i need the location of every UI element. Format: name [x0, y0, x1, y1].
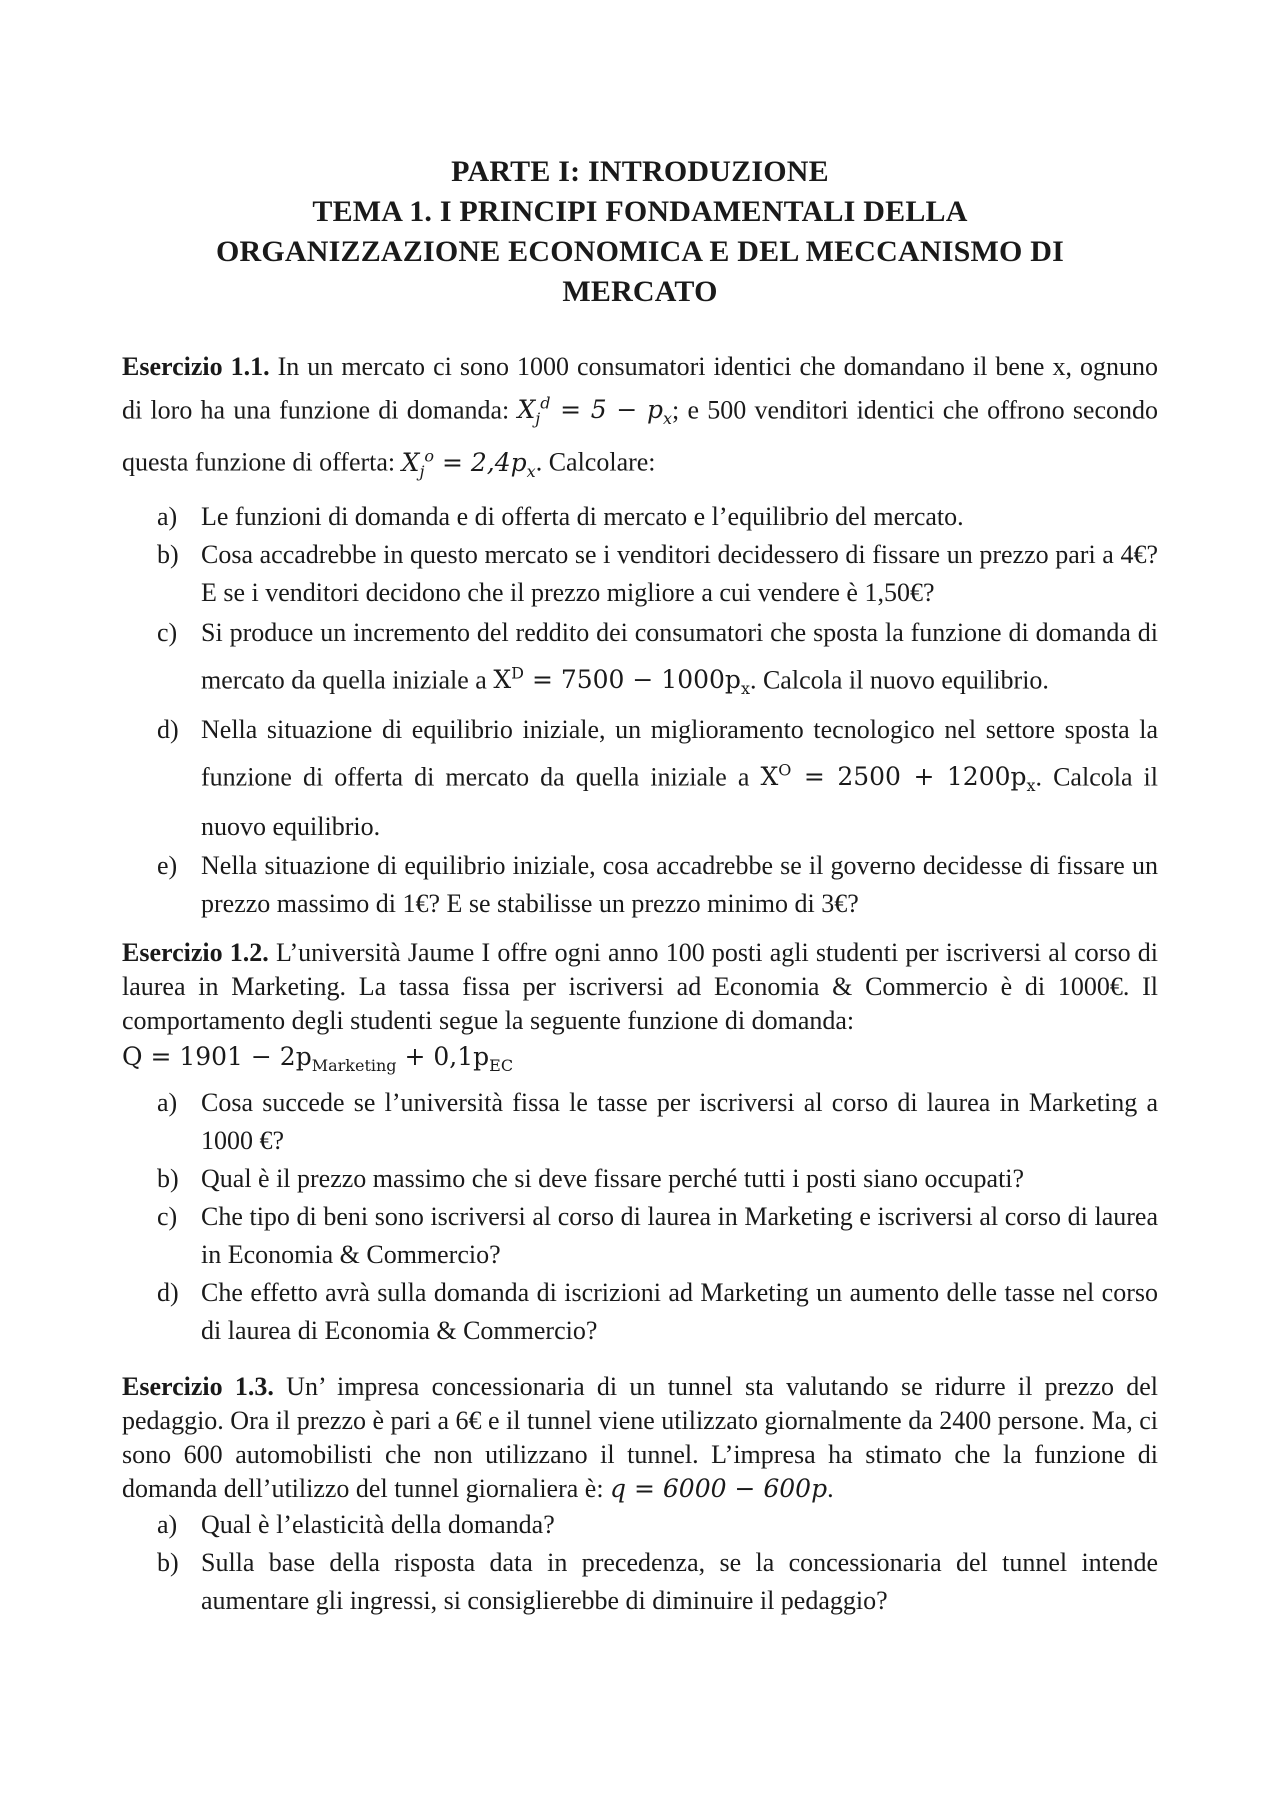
- enrollment-demand-equation: $Q = 1901 - 2p_{Marketing} + 0,1p_{EC}$: [122, 1042, 514, 1075]
- individual-supply-formula: $X_j^o = 2,4p_x$: [401, 446, 536, 481]
- market-demand-formula: $X^D = 7500 - 1000p_x$: [493, 663, 750, 698]
- heading-line-1: PARTE I: INTRODUZIONE: [451, 155, 829, 188]
- market-supply-formula: $X^O = 2500 + 1200p_x$: [760, 760, 1036, 796]
- list-item: c) Si produce un incremento del reddito dei consumatori che sposta la funzione di domanda di mercato da quella iniziale a $X^D = 7500 - 1000p_x$. Calcola il nuovo equilibrio.: [157, 617, 1158, 698]
- exercise-label: Esercizio 1.2.: [122, 938, 269, 967]
- list-item: b) Qual è il prezzo massimo che si deve fissare perché tutti i posti siano occupati?: [157, 1164, 1025, 1193]
- exercise-1-2-intro: Esercizio 1.2. L’università Jaume I offre ogni anno 100 posti agli studenti per iscriversi al corso di laurea in Marketing. La tassa fissa per iscriversi ad Economia & Commercio è di 1000€. Il comportamento degli studenti segue la seguente funzione di domanda:: [122, 938, 1158, 1035]
- tunnel-demand-formula: q = 6000 − 600p: [610, 1474, 828, 1503]
- exercise-label: Esercizio 1.3.: [122, 1372, 274, 1401]
- list-item: b) Cosa accadrebbe in questo mercato se i venditori decidessero di fissare un prezzo pari a 4€? E se i venditori decidono che il prezzo migliore a cui vendere è 1,50€?: [157, 539, 1158, 607]
- exercise-1-2-questions: [122, 1084, 1158, 1350]
- list-item: a) Cosa succede se l’università fissa le tasse per iscriversi al corso di laurea in Marketing a 1000 €?: [157, 1088, 1158, 1155]
- exercise-1-1: [122, 348, 1158, 923]
- list-item: a) Le funzioni di domanda e di offerta di mercato e l’equilibrio del mercato.: [157, 501, 964, 531]
- list-item: c) Che tipo di beni sono iscriversi al corso di laurea in Marketing e iscriversi al corso di laurea in Economia & Commercio?: [157, 1202, 1158, 1269]
- heading-line-2: TEMA 1. I PRINCIPI FONDAMENTALI DELLA: [312, 195, 968, 228]
- heading-line-3: ORGANIZZAZIONE ECONOMICA E DEL MECCANISMO DI: [215, 235, 1065, 268]
- exercise-label: Esercizio 1.1.: [122, 352, 270, 381]
- list-item: d) Che effetto avrà sulla domanda di iscrizioni ad Marketing un aumento delle tasse nel corso di laurea di Economia & Commercio?: [157, 1278, 1158, 1345]
- exercise-1-1-questions: [122, 498, 1158, 924]
- exercise-1-3: [122, 1370, 1158, 1620]
- list-item: a) Qual è l’elasticità della domanda?: [157, 1510, 555, 1539]
- exercise-1-1-intro: Esercizio 1.1. In un mercato ci sono 1000 consumatori identici che domandano il bene x, ognuno di loro ha una funzione di domanda: $X_j^d = 5 - p_x$; e 500 venditori identici che offrono secondo questa funzione di offerta: $X_j^o = 2,4p_x$. Calcolare:: [122, 352, 1159, 481]
- list-item: d) Nella situazione di equilibrio iniziale, un miglioramento tecnologico nel settore sposta la funzione di offerta di mercato da quella iniziale a $X^O = 2500 + 1200p_x$. Calcola il nuovo equilibrio.: [157, 714, 1158, 842]
- heading-line-4: MERCATO: [562, 275, 718, 308]
- exercise-1-2: [122, 936, 1158, 1350]
- individual-demand-formula: $X_j^d = 5 - p_x$: [517, 394, 673, 429]
- list-item: e) Nella situazione di equilibrio iniziale, cosa accadrebbe se il governo decidesse di fissare un prezzo massimo di 1€? E se stabilisse un prezzo minimo di 3€?: [157, 851, 1158, 919]
- chapter-heading: [0, 152, 1280, 312]
- exercise-1-3-intro: Esercizio 1.3. Un’ impresa concessionaria di un tunnel sta valutando se ridurre il prezzo del pedaggio. Ora il prezzo è pari a 6€ e il tunnel viene utilizzato giornalmente da 2400 persone. Ma, ci sono 600 automobilisti che non utilizzano il tunnel. L’impresa ha stimato che la funzione di domanda dell’utilizzo del tunnel giornaliera è: q = 6000 − 600p.: [122, 1372, 1159, 1503]
- exercise-1-3-questions: [122, 1506, 1158, 1620]
- list-item: b) Sulla base della risposta data in precedenza, se la concessionaria del tunnel intende aumentare gli ingressi, si consiglierebbe di diminuire il pedaggio?: [157, 1548, 1158, 1615]
